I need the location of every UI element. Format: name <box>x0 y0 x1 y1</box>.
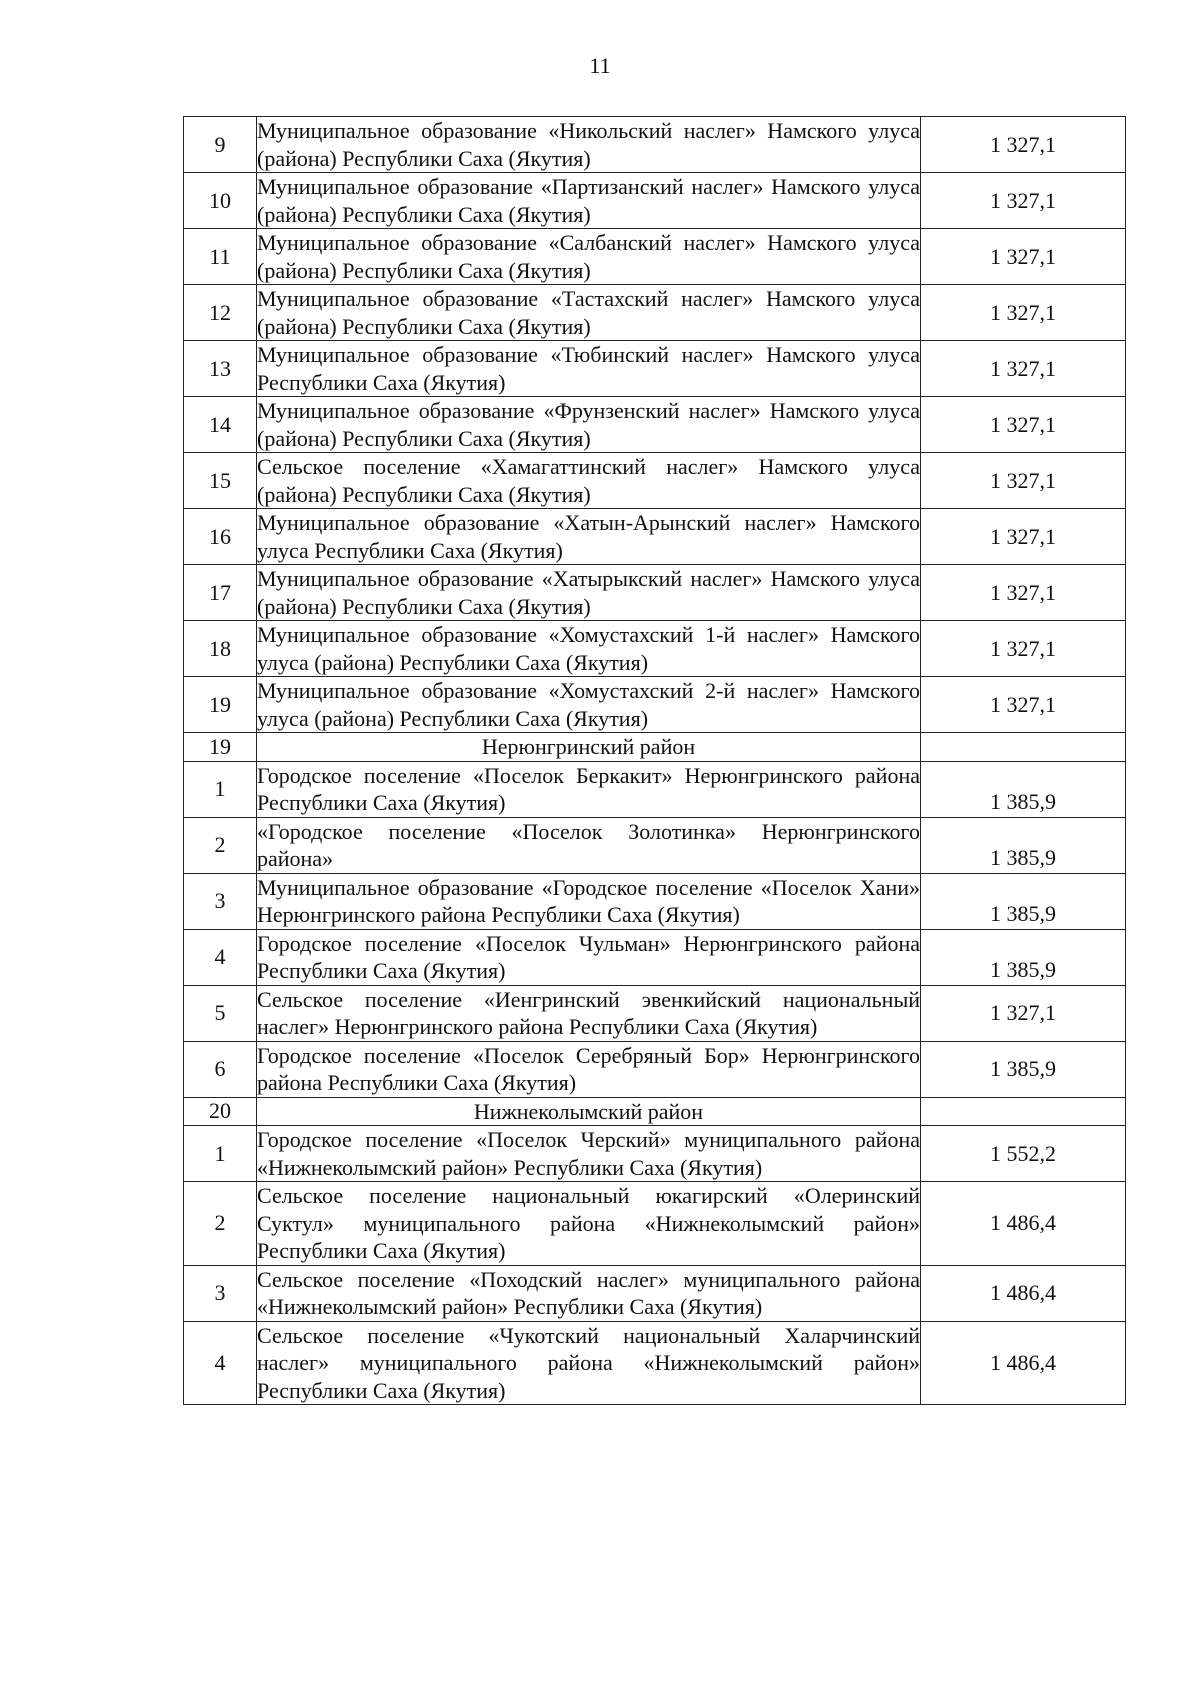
district-header-row <box>184 733 1126 762</box>
table-row <box>184 285 1126 341</box>
amount-value: 1 385,9 <box>921 929 1126 985</box>
settlement-name: Городское поселение «Поселок Черский» муниципального района «Нижнеколымский район» Республики Саха (Якутия) <box>257 1127 920 1180</box>
district-name: Нижнеколымский район <box>257 1097 921 1126</box>
settlement-name: Городское поселение «Поселок Чульман» Нерюнгринского района Республики Саха (Якутия) <box>257 930 920 983</box>
table-row <box>184 341 1126 397</box>
settlement-name: Муниципальное образование «Хомустахский 2-й наслег» Намского улуса (района) Республики Саха (Якутия) <box>257 678 920 731</box>
settlement-name: Муниципальное образование «Тюбинский наслег» Намского улуса Республики Саха (Якутия) <box>257 342 920 395</box>
table-row <box>184 509 1126 565</box>
table-row <box>184 817 1126 873</box>
row-number: 1 <box>184 761 257 817</box>
amount-value: 1 327,1 <box>921 453 1126 509</box>
table-row <box>184 397 1126 453</box>
row-number: 16 <box>184 509 257 565</box>
settlements-table <box>183 116 1126 1405</box>
district-name: Нерюнгринский район <box>257 733 921 762</box>
row-number: 15 <box>184 453 257 509</box>
settlement-name: Сельское поселение «Хамагаттинский наслег» Намского улуса (района) Республики Саха (Якутия) <box>257 454 920 507</box>
district-header-row <box>184 1097 1126 1126</box>
table-row <box>184 117 1126 173</box>
row-number: 4 <box>184 929 257 985</box>
amount-value: 1 552,2 <box>921 1126 1126 1182</box>
table-row <box>184 677 1126 733</box>
row-number: 20 <box>184 1097 257 1126</box>
settlements-table-body <box>184 117 1126 1405</box>
table-row <box>184 1265 1126 1321</box>
row-number: 11 <box>184 229 257 285</box>
amount-value: 1 327,1 <box>921 229 1126 285</box>
table-row <box>184 1182 1126 1266</box>
row-number: 1 <box>184 1126 257 1182</box>
amount-value <box>921 1097 1126 1126</box>
settlement-name: Муниципальное образование «Хомустахский 1-й наслег» Намского улуса (района) Республики Саха (Якутия) <box>257 622 920 675</box>
table-row <box>184 929 1126 985</box>
settlement-name: Сельское поселение «Походский наслег» муниципального района «Нижнеколымский район» Республики Саха (Якутия) <box>257 1266 920 1319</box>
amount-value: 1 327,1 <box>921 509 1126 565</box>
amount-value: 1 327,1 <box>921 285 1126 341</box>
row-number: 17 <box>184 565 257 621</box>
settlement-name: Муниципальное образование «Салбанский наслег» Намского улуса (района) Республики Саха (Якутия) <box>257 230 920 283</box>
row-number: 3 <box>184 873 257 929</box>
amount-value: 1 327,1 <box>921 117 1126 173</box>
settlement-name: Муниципальное образование «Партизанский наслег» Намского улуса (района) Республики Саха (Якутия) <box>257 174 920 227</box>
row-number: 19 <box>184 677 257 733</box>
settlement-name: Муниципальное образование «Тастахский наслег» Намского улуса (района) Республики Саха (Якутия) <box>257 286 920 339</box>
amount-value: 1 385,9 <box>921 1041 1126 1097</box>
table-row <box>184 985 1126 1041</box>
settlement-name: «Городское поселение «Поселок Золотинка» Нерюнгринского района» <box>257 818 920 871</box>
table-row <box>184 1321 1126 1405</box>
settlement-name: Городское поселение «Поселок Серебряный Бор» Нерюнгринского района Республики Саха (Якутия) <box>257 1042 920 1095</box>
amount-value: 1 486,4 <box>921 1265 1126 1321</box>
row-number: 2 <box>184 1182 257 1266</box>
amount-value: 1 327,1 <box>921 621 1126 677</box>
amount-value: 1 385,9 <box>921 873 1126 929</box>
settlement-name: Сельское поселение национальный юкагирский «Олеринский Суктул» муниципального района «Нижнеколымский район» Республики Саха (Якутия) <box>257 1183 920 1263</box>
settlement-name: Муниципальное образование «Городское поселение «Поселок Хани» Нерюнгринского района Республики Саха (Якутия) <box>257 874 920 927</box>
row-number: 2 <box>184 817 257 873</box>
settlement-name: Муниципальное образование «Хатырыкский наслег» Намского улуса (района) Республики Саха (Якутия) <box>257 566 920 619</box>
row-number: 9 <box>184 117 257 173</box>
table-row <box>184 173 1126 229</box>
amount-value: 1 486,4 <box>921 1321 1126 1405</box>
row-number: 5 <box>184 985 257 1041</box>
row-number: 10 <box>184 173 257 229</box>
row-number: 6 <box>184 1041 257 1097</box>
table-row <box>184 1126 1126 1182</box>
row-number: 14 <box>184 397 257 453</box>
row-number: 3 <box>184 1265 257 1321</box>
amount-value: 1 327,1 <box>921 341 1126 397</box>
amount-value: 1 385,9 <box>921 761 1126 817</box>
settlement-name: Сельское поселение «Чукотский национальный Халарчинский наслег» муниципального района «Нижнеколымский район» Республики Саха (Якутия) <box>257 1322 920 1403</box>
settlement-name: Муниципальное образование «Никольский наслег» Намского улуса (района) Республики Саха (Якутия) <box>257 118 920 171</box>
amount-value <box>921 733 1126 762</box>
table-row <box>184 761 1126 817</box>
amount-value: 1 327,1 <box>921 677 1126 733</box>
settlement-name: Муниципальное образование «Фрунзенский наслег» Намского улуса (района) Республики Саха (Якутия) <box>257 398 920 451</box>
settlement-name: Муниципальное образование «Хатын-Арынский наслег» Намского улуса Республики Саха (Якутия) <box>257 510 920 563</box>
table-row <box>184 453 1126 509</box>
table-row <box>184 1041 1126 1097</box>
table-row <box>184 621 1126 677</box>
row-number: 4 <box>184 1321 257 1405</box>
amount-value: 1 327,1 <box>921 565 1126 621</box>
table-row <box>184 565 1126 621</box>
amount-value: 1 327,1 <box>921 397 1126 453</box>
row-number: 18 <box>184 621 257 677</box>
row-number: 13 <box>184 341 257 397</box>
settlement-name: Городское поселение «Поселок Беркакит» Нерюнгринского района Республики Саха (Якутия) <box>257 762 920 815</box>
table-row <box>184 873 1126 929</box>
amount-value: 1 327,1 <box>921 173 1126 229</box>
row-number: 19 <box>184 733 257 762</box>
settlement-name: Сельское поселение «Иенгринский эвенкийский национальный наслег» Нерюнгринского района Республики Саха (Якутия) <box>257 986 920 1039</box>
amount-value: 1 327,1 <box>921 985 1126 1041</box>
table-row <box>184 229 1126 285</box>
amount-value: 1 385,9 <box>921 817 1126 873</box>
row-number: 12 <box>184 285 257 341</box>
page-number: 11 <box>589 53 611 78</box>
amount-value: 1 486,4 <box>921 1182 1126 1266</box>
